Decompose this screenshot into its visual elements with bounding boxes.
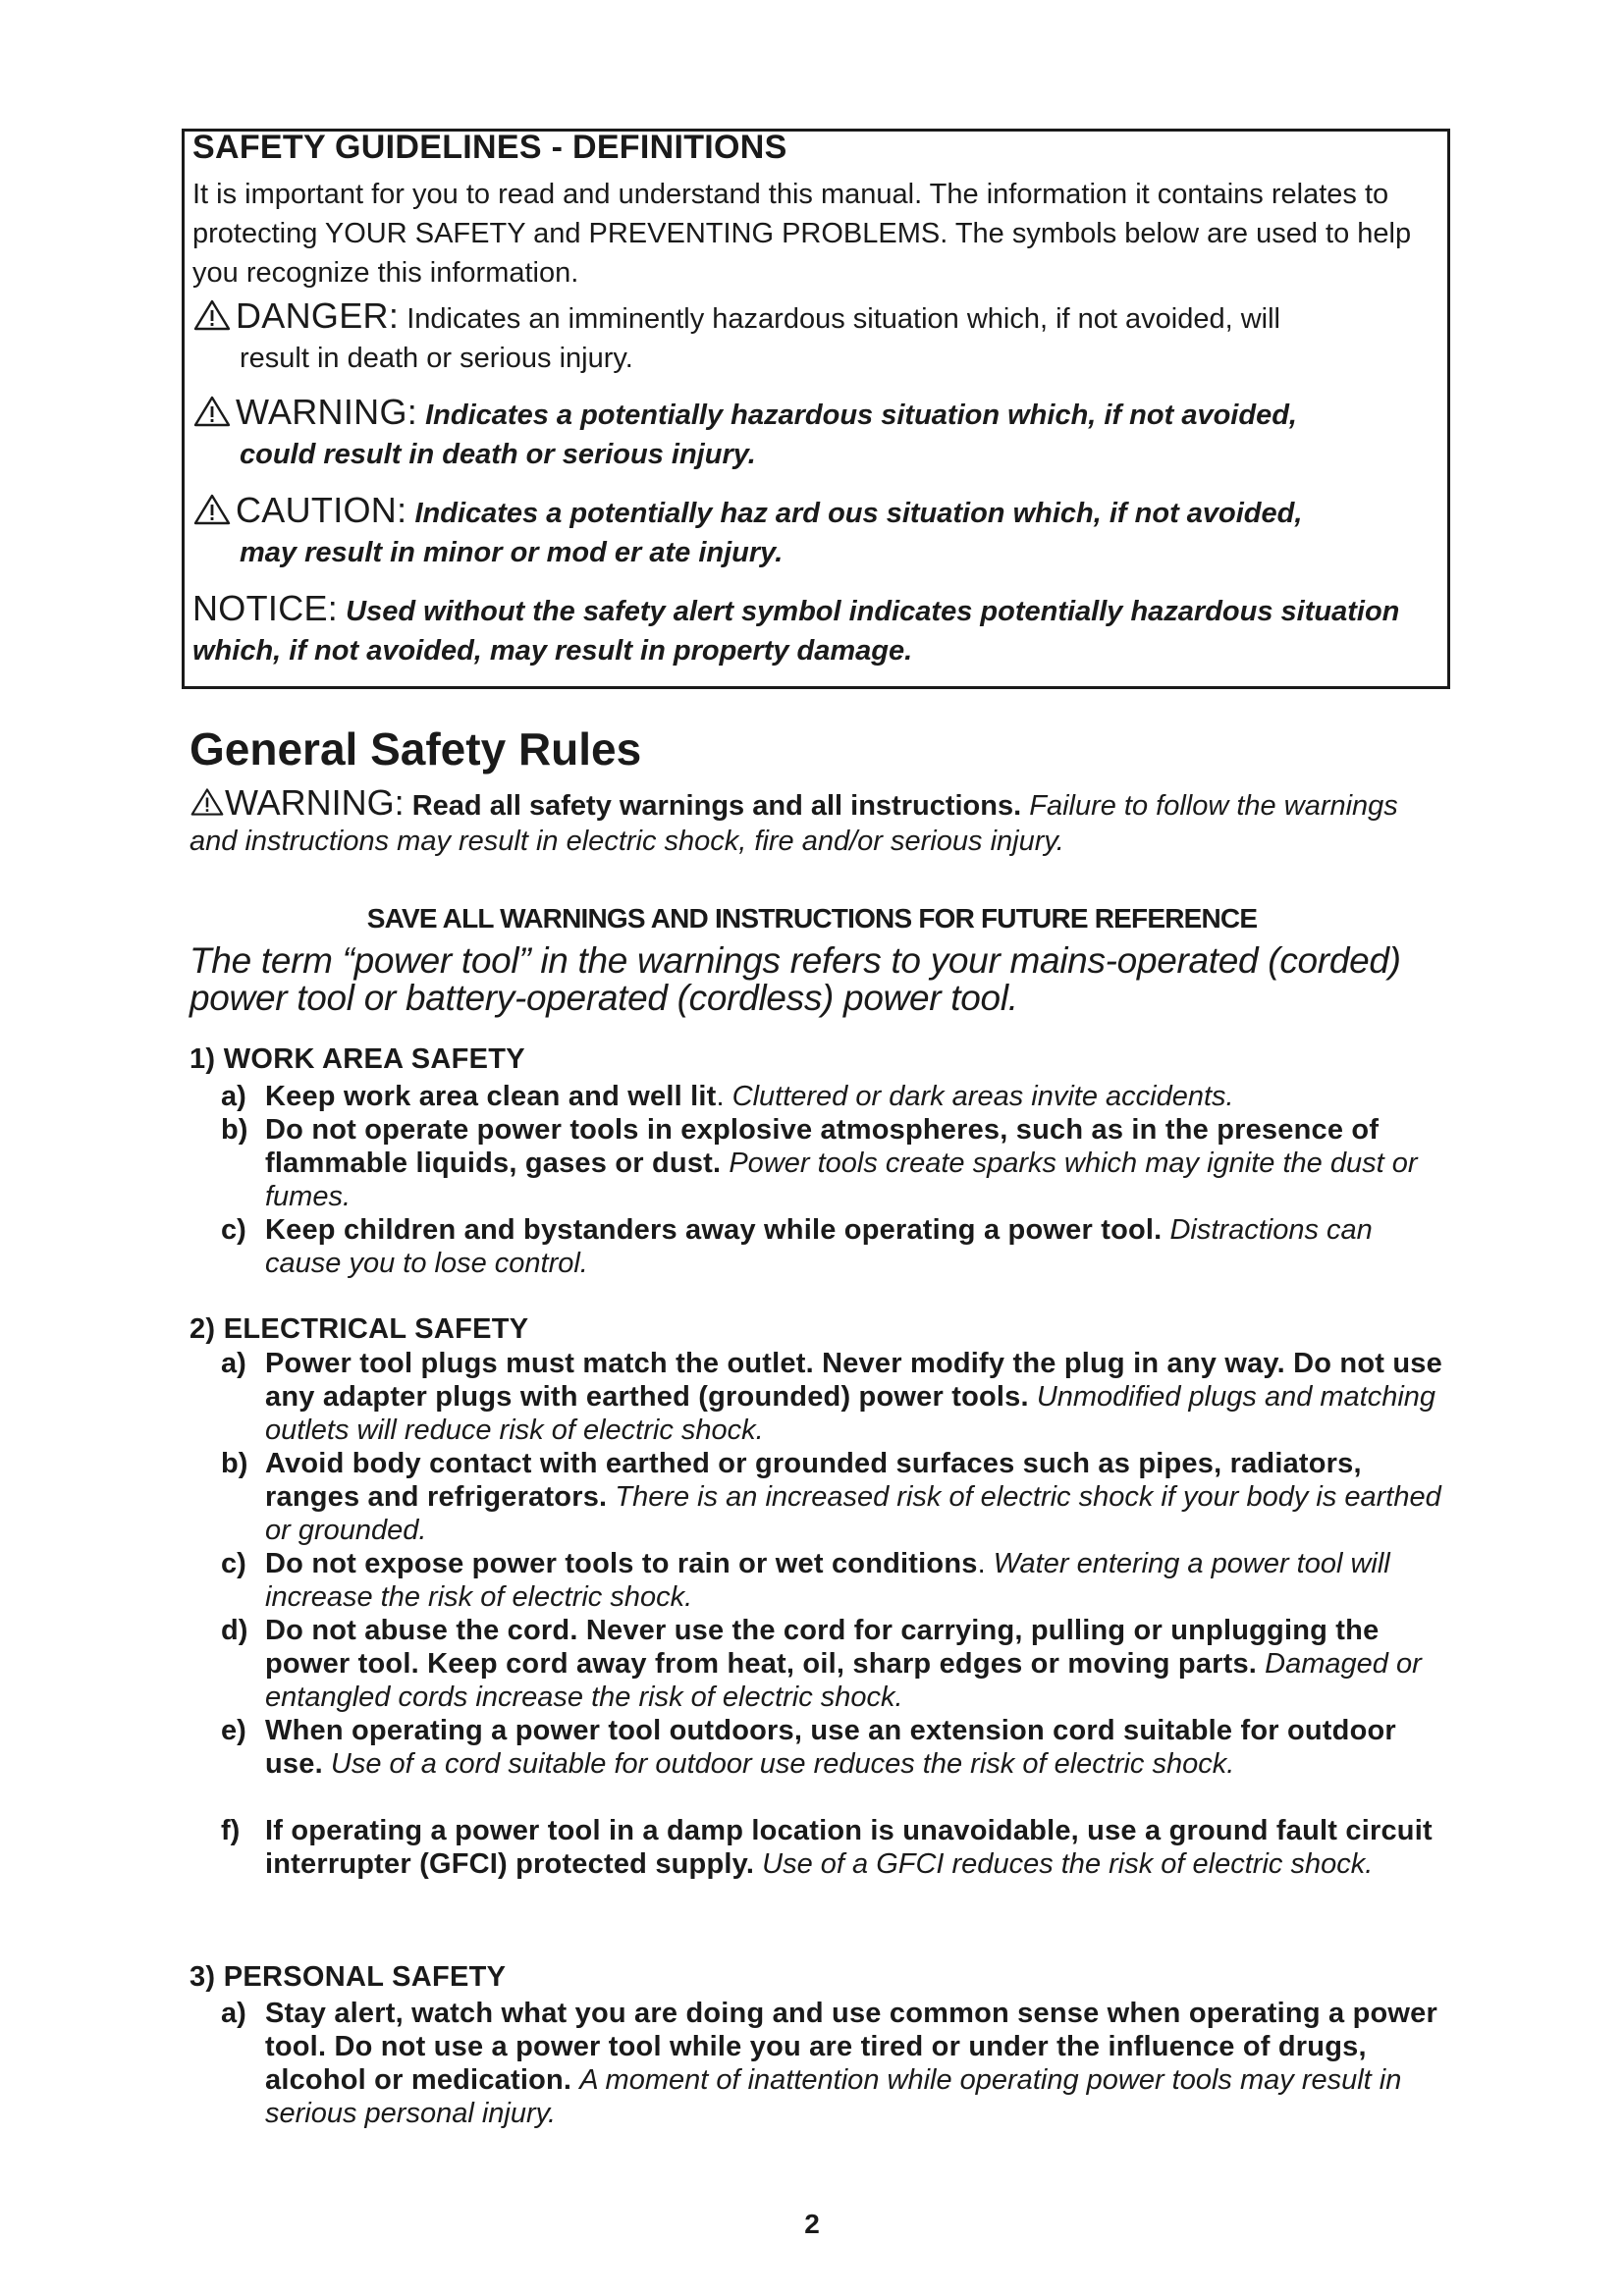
notice-definition	[192, 589, 1439, 670]
caution-text: Indicates a potentially haz ard ous situation which, if not avoided,	[414, 498, 1303, 529]
danger-text: Indicates an imminently hazardous situation which, if not avoided, will	[406, 303, 1280, 335]
warning-text-cont: could result in death or serious injury.	[240, 439, 756, 470]
item-letter: d)	[221, 1615, 248, 1646]
item-italic: There is an increased risk of electric shock if your body is earthed or grounded.	[265, 1481, 1441, 1546]
warning-text: Indicates a potentially hazardous situation which, if not avoided,	[425, 400, 1297, 431]
section-heading: 3) PERSONAL SAFETY	[189, 1961, 507, 1993]
caution-text-cont: may result in minor or mod er ate injury.	[240, 537, 784, 568]
list-item	[221, 1113, 1448, 1213]
item-italic: Damaged or entangled cords increase the risk of electric shock.	[265, 1648, 1422, 1713]
list-item	[221, 1447, 1448, 1547]
caution-label: CAUTION:	[236, 490, 407, 530]
danger-label: DANGER:	[236, 295, 400, 336]
list-item: a) Keep work area clean and well lit. Cluttered or dark areas invite accidents.	[221, 1081, 1234, 1112]
list-item	[221, 1714, 1448, 1781]
danger-text-cont: result in death or serious injury.	[240, 343, 633, 374]
item-letter: c)	[221, 1214, 246, 1246]
page-number: 2	[804, 2209, 820, 2239]
list-item	[221, 1997, 1448, 2130]
warning-triangle-icon	[192, 395, 232, 428]
item-bold: Do not abuse the cord. Never use the cord for carrying, pulling or unplugging the power tool. Keep cord away from heat, oil, sharp edges or moving parts.	[265, 1615, 1380, 1680]
notice-label: NOTICE:	[192, 588, 339, 628]
definitions-intro: It is important for you to read and understand this manual. The information it contains relates to protecting YOUR SAFETY and PREVENTING PROBLEMS. The symbols below are used to help you recognize this information.	[192, 179, 1412, 289]
general-warning	[189, 782, 1427, 859]
caution-definition	[192, 491, 1439, 572]
item-bold: When operating a power tool outdoors, use an extension cord suitable for outdoor use.	[265, 1715, 1396, 1780]
item-letter: a)	[221, 1348, 246, 1379]
list-item	[221, 1814, 1448, 1881]
item-bold: Do not expose power tools to rain or wet conditions	[265, 1548, 978, 1579]
power-tool-term: The term “power tool” in the warnings refers to your mains-operated (corded) power tool or battery-operated (cordless) power tool.	[189, 940, 1401, 1018]
item-bold: Stay alert, watch what you are doing and use common sense when operating a power tool. Do not use a power tool while you are tired or under the influence of drugs, alcohol or medication.	[265, 1998, 1437, 2096]
list-item	[221, 1213, 1448, 1280]
item-bold: If operating a power tool in a damp location is unavoidable, use a ground fault circuit interrupter (GFCI) protected supply.	[265, 1815, 1433, 1880]
general-warning-bold: Read all safety warnings and all instructions.	[411, 790, 1022, 822]
general-warning-italic: Failure to follow the warnings and instructions may result in electric shock, fire and/or serious injury.	[189, 790, 1398, 857]
item-italic: Use of a GFCI reduces the risk of electric shock.	[762, 1848, 1374, 1880]
item-letter: f)	[221, 1815, 241, 1846]
list-item	[221, 1347, 1448, 1447]
warning-definition	[192, 393, 1439, 474]
definitions-title: SAFETY GUIDELINES - DEFINITIONS	[192, 129, 787, 166]
item-letter: a)	[221, 1998, 246, 2029]
warning-triangle-icon	[192, 298, 232, 332]
item-bold: Power tool plugs must match the outlet. Never modify the plug in any way. Do not use any adapter plugs with earthed (grounded) power tools.	[265, 1348, 1442, 1413]
list-item: c) Do not expose power tools to rain or wet conditions. Water entering a power tool will increase the risk of electric shock.	[221, 1548, 1390, 1613]
item-bold: Avoid body contact with earthed or grounded surfaces such as pipes, radiators, ranges and refrigerators.	[265, 1448, 1362, 1513]
warning-triangle-icon	[192, 493, 232, 526]
general-safety-rules-title: General Safety Rules	[189, 723, 642, 774]
warning-label: WARNING:	[236, 392, 418, 432]
item-letter: e)	[221, 1715, 246, 1746]
item-letter: b)	[221, 1448, 248, 1479]
section-heading: 2) ELECTRICAL SAFETY	[189, 1313, 529, 1345]
item-italic: Cluttered or dark areas invite accidents.	[731, 1081, 1234, 1112]
section-heading: 1) WORK AREA SAFETY	[189, 1043, 525, 1075]
item-bold: Keep work area clean and well lit	[265, 1081, 717, 1112]
warning-triangle-icon	[189, 786, 225, 818]
notice-text: Used without the safety alert symbol indicates potentially hazardous situation which, if not avoided, may result in property damage.	[192, 596, 1400, 667]
safety-definitions-box	[182, 129, 1450, 689]
item-letter: a)	[221, 1081, 246, 1112]
item-italic: A moment of inattention while operating power tools may result in serious personal injury.	[265, 2064, 1402, 2129]
item-italic: Use of a cord suitable for outdoor use reduces the risk of electric shock.	[330, 1748, 1235, 1780]
item-italic: Distractions can cause you to lose control.	[265, 1214, 1373, 1279]
save-instructions-heading: SAVE ALL WARNINGS AND INSTRUCTIONS FOR FUTURE REFERENCE	[366, 903, 1258, 934]
item-italic: Unmodified plugs and matching outlets will reduce risk of electric shock.	[265, 1381, 1436, 1446]
danger-definition	[192, 296, 1439, 378]
item-bold: Do not operate power tools in explosive atmospheres, such as in the presence of flammable liquids, gases or dust.	[265, 1114, 1380, 1179]
item-italic: Water entering a power tool will increase the risk of electric shock.	[265, 1548, 1390, 1613]
list-item	[221, 1614, 1448, 1714]
item-letter: b)	[221, 1114, 248, 1146]
item-italic: Power tools create sparks which may ignite the dust or fumes.	[265, 1148, 1418, 1212]
item-letter: c)	[221, 1548, 246, 1579]
general-warning-label: WARNING:	[225, 782, 405, 823]
item-bold: Keep children and bystanders away while operating a power tool.	[265, 1214, 1163, 1246]
